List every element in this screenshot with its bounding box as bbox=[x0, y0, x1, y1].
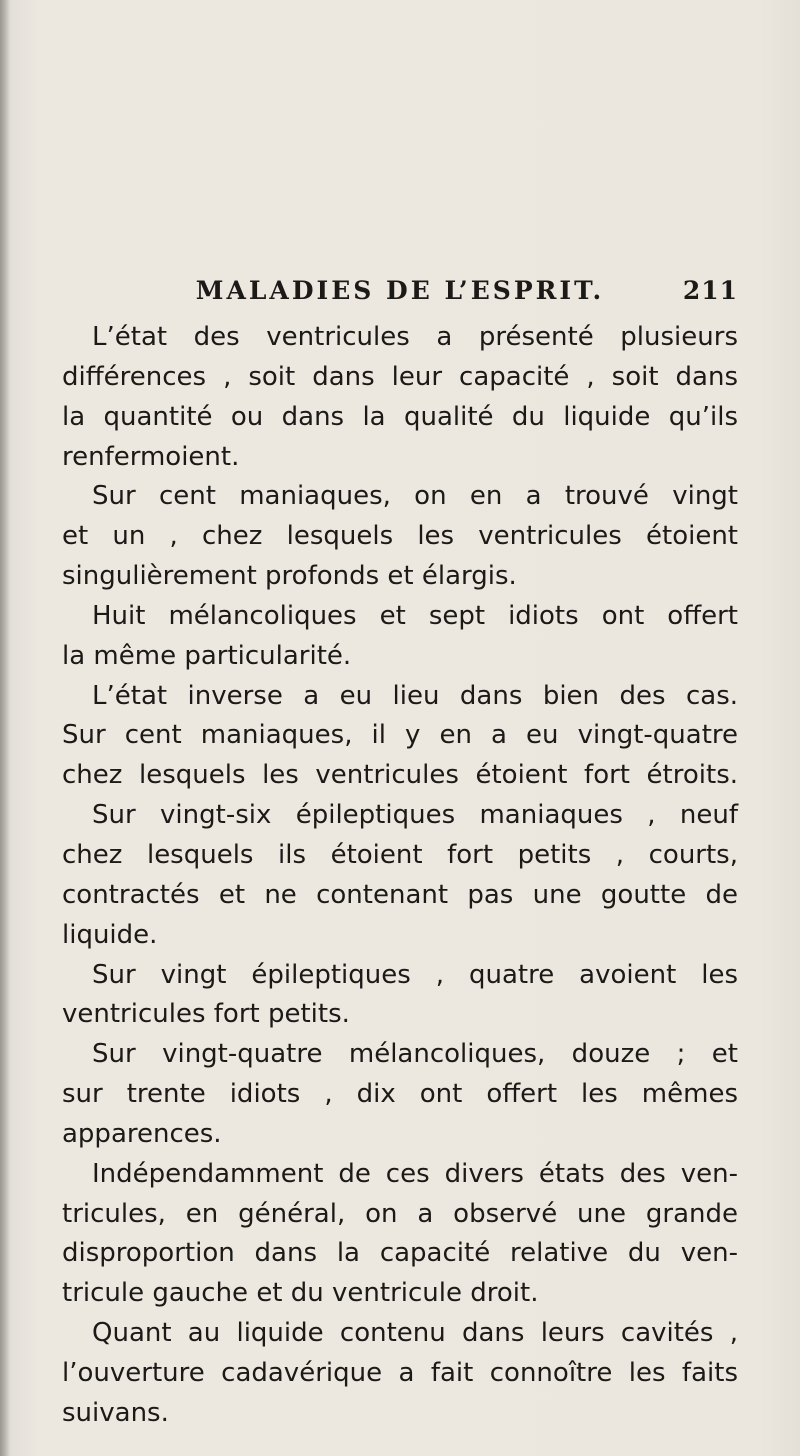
text-line: disproportion dans la capacité relative du ven- bbox=[62, 1238, 738, 1269]
text-line: L’état inverse a eu lieu dans bien des cas. bbox=[92, 680, 738, 711]
text-line: liquide. bbox=[62, 919, 158, 950]
text-line: apparences. bbox=[62, 1118, 222, 1149]
text-line: sur trente idiots , dix ont offert les mêmes bbox=[62, 1079, 738, 1110]
text-line: et un , chez lesquels les ventricules étoient bbox=[62, 521, 738, 552]
running-title: MALADIES DE L’ESPRIT. bbox=[195, 276, 605, 305]
text-line: contractés et ne contenant pas une goutte de bbox=[62, 879, 738, 910]
text-line: suivans. bbox=[62, 1397, 169, 1428]
text-line: Quant au liquide contenu dans leurs cavités , bbox=[92, 1318, 738, 1349]
text-line: la même particularité. bbox=[62, 640, 352, 671]
text-line: Indépendamment de ces divers états des ven- bbox=[92, 1158, 738, 1189]
text-line: renfermoient. bbox=[62, 441, 240, 472]
binding-shadow bbox=[0, 0, 10, 1456]
text-line: Sur cent maniaques, on en a trouvé vingt bbox=[92, 481, 738, 512]
text-line: tricule gauche et du ventricule droit. bbox=[62, 1278, 539, 1309]
running-head bbox=[0, 276, 800, 316]
text-line: singulièrement profonds et élargis. bbox=[62, 561, 517, 592]
text-line: la quantité ou dans la qualité du liquide qu’ils bbox=[62, 401, 738, 432]
text-line: chez lesquels les ventricules étoient fort étroits. bbox=[62, 760, 738, 791]
text-line: Huit mélancoliques et sept idiots ont offert bbox=[92, 600, 738, 631]
text-line: l’ouverture cadavérique a fait connoître les faits bbox=[62, 1357, 738, 1388]
body-text bbox=[62, 318, 738, 1434]
text-line: Sur vingt-six épileptiques maniaques , neuf bbox=[92, 800, 738, 831]
text-line: Sur cent maniaques, il y en a eu vingt-quatre bbox=[62, 720, 738, 751]
text-line: Sur vingt-quatre mélancoliques, douze ; et bbox=[92, 1039, 738, 1070]
text-line: L’état des ventricules a présenté plusieurs bbox=[92, 322, 738, 352]
page-number: 211 bbox=[682, 276, 738, 305]
text-line: tricules, en général, on a observé une grande bbox=[62, 1198, 738, 1229]
text-line: ventricules fort petits. bbox=[62, 999, 350, 1030]
text-line: chez lesquels ils étoient fort petits , courts, bbox=[62, 839, 738, 870]
text-line: Sur vingt épileptiques , quatre avoient les bbox=[92, 959, 738, 990]
text-line: différences , soit dans leur capacité , soit dans bbox=[62, 361, 738, 392]
